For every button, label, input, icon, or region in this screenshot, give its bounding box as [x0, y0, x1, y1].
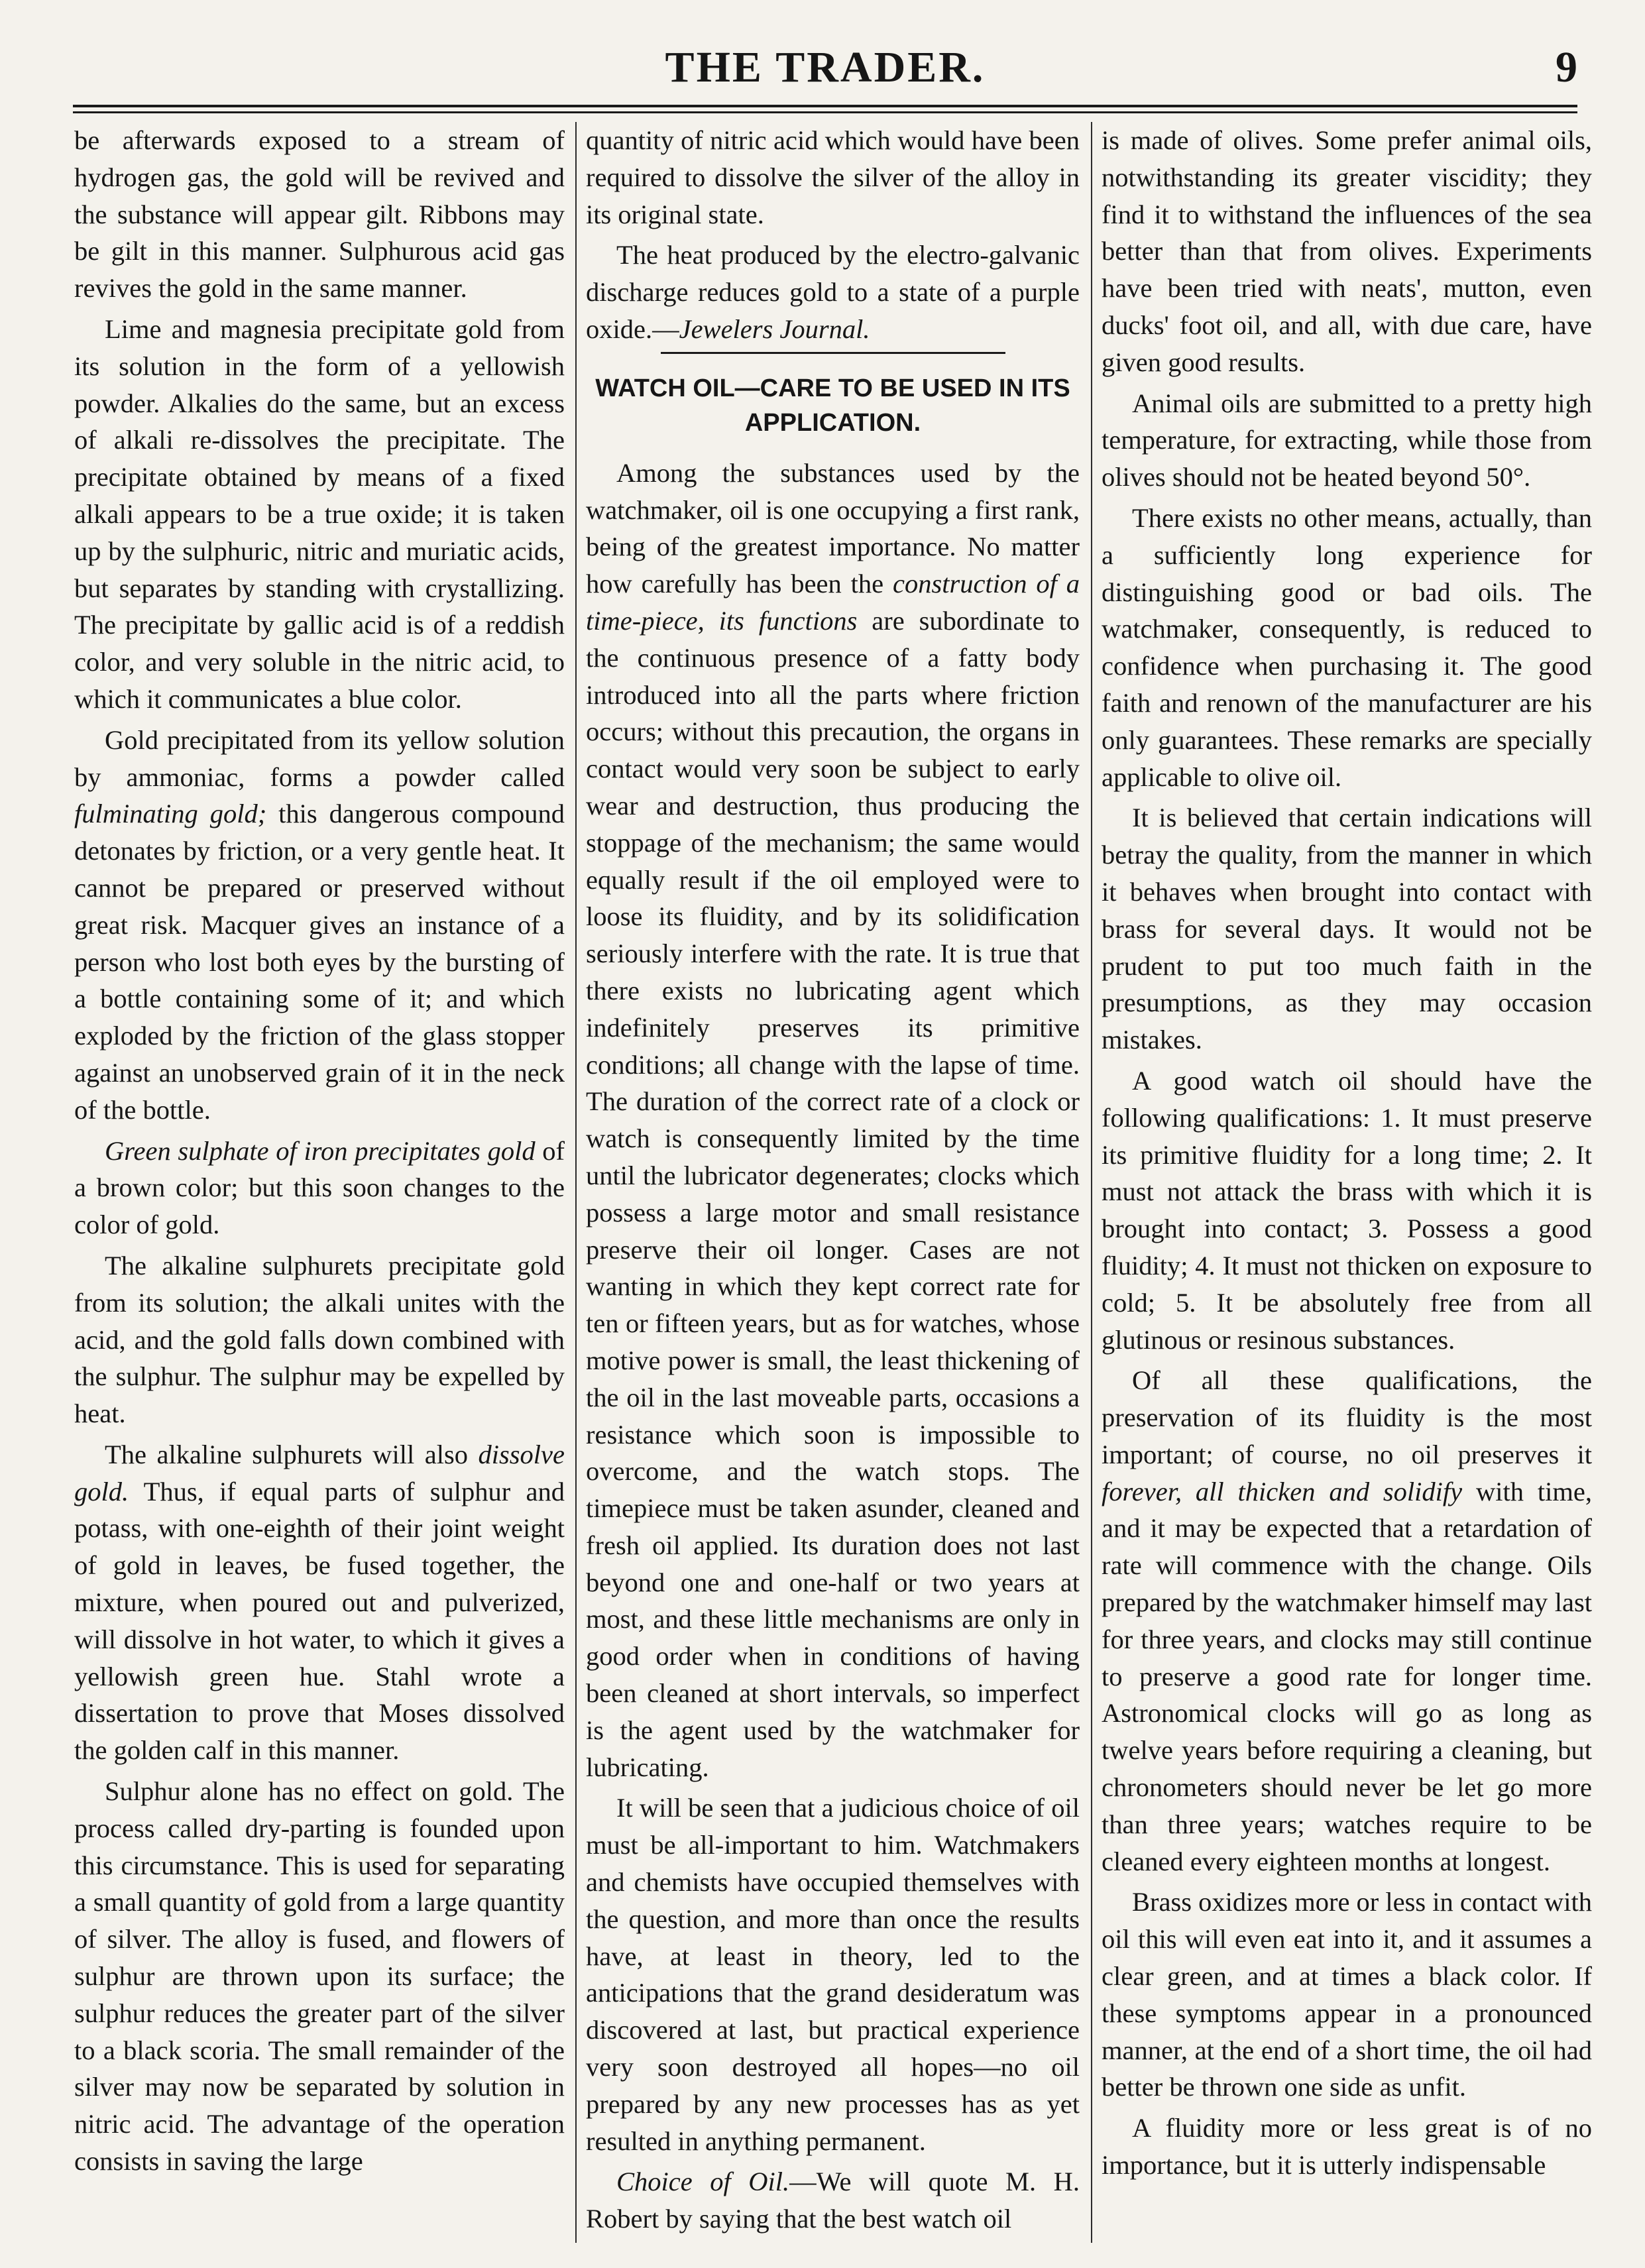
- paragraph: It is believed that certain indications will betray the quality, from the manner in which it behaves when brought into contact with brass for several days. It would not be prudent to put too much faith in the presumptions, as they may occasion mistakes.: [1102, 803, 1592, 1055]
- paragraph: is made of olives. Some prefer animal oils, notwithstanding its greater viscidity; they find it to withstand the influences of the sea better than that from olives. Experiments have been tried with neats', mutton, even ducks' foot oil, and all, with due care, have given good results.: [1102, 125, 1592, 377]
- column-2: [586, 122, 1080, 2243]
- paragraph: Animal oils are submitted to a pretty high temperature, for extracting, while those from olives should not be heated beyond 50°.: [1102, 388, 1592, 492]
- article-heading: WATCH OIL—CARE TO BE USED IN ITS APPLICATION.: [595, 374, 1070, 437]
- paragraph: be afterwards exposed to a stream of hydrogen gas, the gold will be revived and the substance will appear gilt. Ribbons may be gilt in this manner. Sulphurous acid gas revives the gold in the same manner.: [74, 125, 565, 304]
- paragraph: A fluidity more or less great is of no importance, but it is utterly indispensable: [1102, 2113, 1592, 2181]
- paragraph: Choice of Oil.—We will quote M. H. Robert by saying that the best watch oil: [586, 2167, 1080, 2234]
- paragraph: Sulphur alone has no effect on gold. The process called dry-parting is founded upon this circumstance. This is used for separating a small quantity of gold from a large quantity of silver. The alloy is fused, and flowers of sulphur are thrown upon its surface; the sulphur reduces the greater part of the silver to a black scoria. The small remainder of the silver may now be separated by solution in nitric acid. The advantage of the operation consists in saving the large: [74, 1776, 565, 2177]
- column-divider-1: [575, 122, 577, 2243]
- paragraph: Gold precipitated from its yellow solution by ammoniac, forms a powder called fulminating gold; this dangerous compound detonates by friction, or a very gentle heat. It cannot be prepared or preserved without great risk. Macquer gives an instance of a person who lost both eyes by the bursting of a bottle containing some of it; and which exploded by the friction of the glass stopper against an unobserved grain of it in the neck of the bottle.: [74, 724, 565, 1125]
- paragraph: The alkaline sulphurets precipitate gold from its solution; the alkali unites with the acid, and the gold falls down combined with the sulphur. The sulphur may be expelled by heat.: [74, 1250, 565, 1429]
- source-credit: Jewelers Journal.: [679, 313, 870, 344]
- column-1: [74, 122, 565, 2243]
- section-rule: [661, 352, 1005, 354]
- paragraph: It will be seen that a judicious choice of oil must be all-important to him. Watchmakers and chemists have occupied themselves with the question, and more than once the results have, at least in theory, led to the anticipations that the grand desideratum was discovered at last, but practical experience very soon destroyed all hopes—no oil prepared by any new processes has as yet resulted in anything permanent.: [586, 1793, 1080, 2156]
- masthead: [73, 38, 1577, 102]
- subheading-inline: Choice of Oil.: [616, 2167, 790, 2197]
- paragraph: Brass oxidizes more or less in contact with oil this will even eat into it, and it assumes a clear green, and at times a black color. If these symptoms appear in a pronounced manner, at the end of a short time, the oil had better be thrown one side as unfit.: [1102, 1887, 1592, 2102]
- column-divider-2: [1091, 122, 1092, 2243]
- header-rule-top: [73, 105, 1577, 107]
- paragraph: Of all these qualifications, the preservation of its fluidity is the most important; of course, no oil preserves it forever, all thicken and solidify with time, and it may be expected that a retardation of rate will commence with the change. Oils prepared by the watchmaker himself may last for three years, and clocks may still continue to preserve a good rate for longer time. Astronomical clocks will go as long as twelve years before requiring a cleaning, but chronometers should never be let go more than three years; watches require to be cleaned every eighteen months at longest.: [1102, 1365, 1592, 1876]
- paragraph: Among the substances used by the watchmaker, oil is one occupying a first rank, being of the greatest importance. No matter how carefully has been the construction of a time-piece, its functions are subordinate to the continuous presence of a fatty body introduced into all the parts where friction occurs; without this precaution, the organs in contact would very soon be subject to early wear and destruction, thus producing the stoppage of the mechanism; the same would equally result if the oil employed were to loose its fluidity, and by its solidification seriously interfere with the rate. It is true that there exists no lubricating agent which indefinitely preserves its primitive conditions; all change with the lapse of time. The duration of the correct rate of a clock or watch is consequently limited by the time until the lubricator degenerates; clocks which possess a large motor and small resistance preserve their oil longer. Cases are not wanting in which they kept correct rate for ten or fifteen years, but as for watches, whose motive power is small, the least thickening of the oil in the last moveable parts, occasions a resistance which soon is impossible to overcome, and the watch stops. The timepiece must be taken asunder, cleaned and fresh oil applied. Its duration does not last beyond one and one-half or two years at most, and these little mechanisms are only in good order when in conditions of having been cleaned at short intervals, so imperfect is the agent used by the watchmaker for lubricating.: [586, 457, 1080, 1782]
- paragraph: The heat produced by the electro-galvanic discharge reduces gold to a state of a purple oxide.—Jewelers Journal.: [586, 240, 1080, 344]
- page-number: 9: [1556, 43, 1577, 91]
- paragraph: There exists no other means, actually, than a sufficiently long experience for distinguishing good or bad oils. The watchmaker, consequently, is reduced to confidence when purchasing it. The good faith and renown of the manufacturer are his only guarantees. These remarks are specially applicable to olive oil.: [1102, 502, 1592, 792]
- header-rule-bottom: [73, 111, 1577, 113]
- paragraph: The alkaline sulphurets will also dissolve gold. Thus, if equal parts of sulphur and potass, with one-eighth of their joint weight of gold in leaves, be fused together, the mixture, when poured out and pulverized, will dissolve in hot water, to which it gives a yellowish green hue. Stahl wrote a dissertation to prove that Moses dissolved the golden calf in this manner.: [74, 1439, 565, 1766]
- paragraph: quantity of nitric acid which would have been required to dissolve the silver of the alloy in its original state.: [586, 125, 1080, 229]
- column-3: [1102, 122, 1592, 2243]
- paragraph: A good watch oil should have the following qualifications: 1. It must preserve its primitive fluidity for a long time; 2. It must not attack the brass with which it is brought into contact; 3. Possess a good fluidity; 4. It must not thicken on exposure to cold; 5. It be absolutely free from all glutinous or resinous substances.: [1102, 1065, 1592, 1355]
- paragraph: Lime and magnesia precipitate gold from its solution in the form of a yellowish powder. Alkalies do the same, but an excess of alkali re-dissolves the precipitate. The precipitate obtained by means of a fixed alkali appears to be a true oxide; it is taken up by the sulphuric, nitric and muriatic acids, but separates by standing with crystallizing. The precipitate by gallic acid is of a reddish color, and very soluble in the nitric acid, to which it communicates a blue color.: [74, 313, 565, 714]
- paragraph: Green sulphate of iron precipitates gold of a brown color; but this soon changes to the color of gold.: [74, 1135, 565, 1240]
- publication-title: THE TRADER.: [665, 43, 986, 91]
